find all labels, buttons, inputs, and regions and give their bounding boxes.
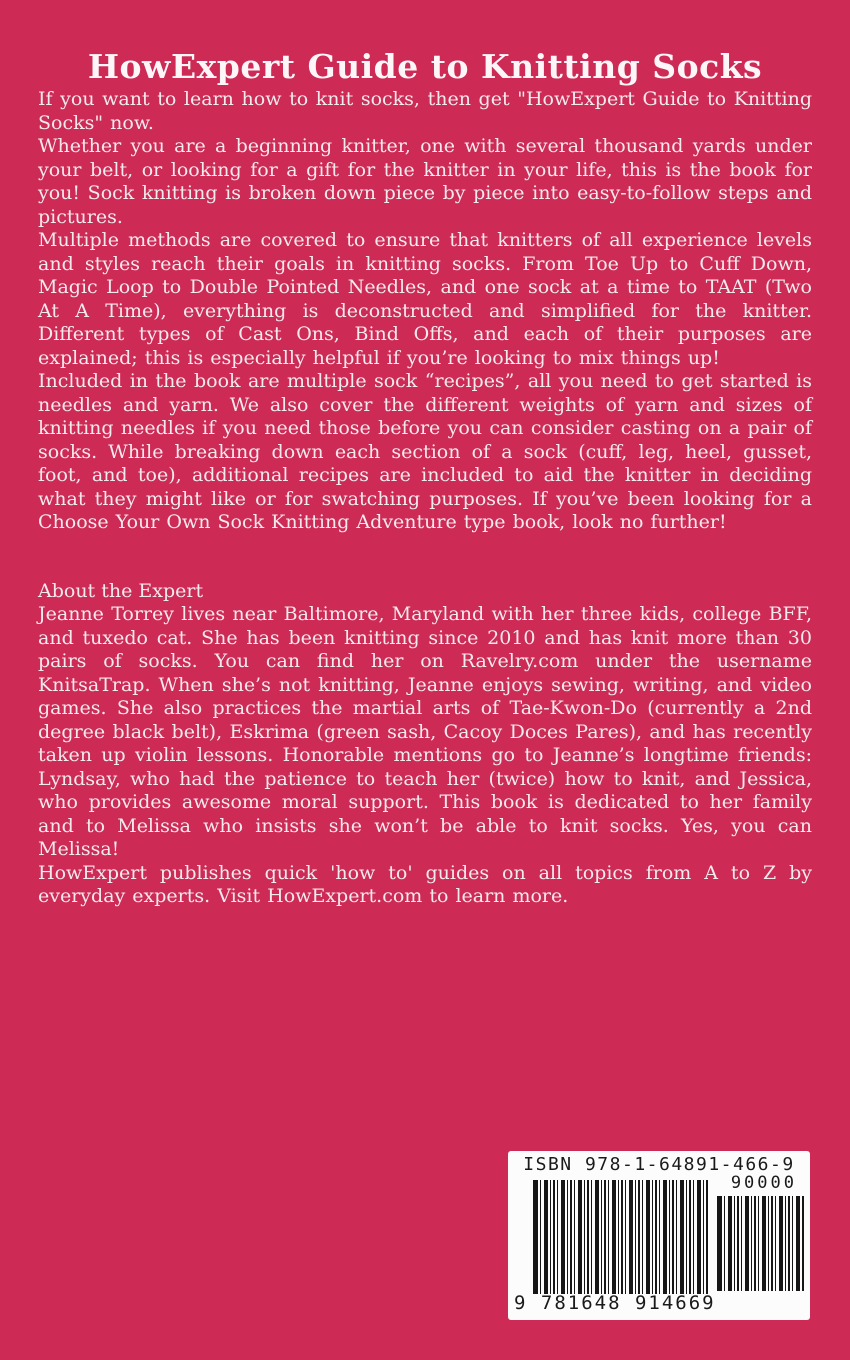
audience-paragraph: Whether you are a beginning knitter, one with several thousand yards under your belt, or looking for a gift for the knitter in your life, this is the book for you! Sock knitting is broken down piece by piece into easy-to-follow steps and pictures. — [38, 135, 812, 228]
isbn-label: ISBN 978-1-64891-466-9 — [523, 1154, 795, 1175]
barcode-box — [508, 1151, 810, 1320]
price-addon-code: 90000 — [730, 1173, 797, 1193]
recipes-paragraph: Included in the book are multiple sock “recipes”, all you need to get started is needles and yarn. We also cover the different weights of yarn and sizes of knitting needles if you need those before you can consider casting on a pair of socks. While breaking down each section of a sock (cuff, leg, heel, gusset, foot, and toe), additional recipes are included to aid the knitter in deciding what they might like or for swatching purposes. If you’ve been looking for a Choose Your Own Sock Knitting Adventure type book, look no further! — [38, 370, 812, 533]
about-heading: About the Expert — [38, 579, 204, 602]
about-body: Jeanne Torrey lives near Baltimore, Maryland with her three kids, college BFF, and tuxedo cat. She has been knitting since 2010 and has knit more than 30 pairs of socks. You can find her on Ravelry.com under the username KnitsaTrap. When she’s not knitting, Jeanne enjoys sewing, writing, and video games. She also practices the martial arts of Tae-Kwon-Do (currently a 2nd degree black belt), Eskrima (green sash, Cacoy Doces Pares), and has recently taken up violin lessons. Honorable mentions go to Jeanne’s longtime friends: Lyndsay, who had the patience to teach her (twice) how to knit, and Jessica, who provides awesome moral support. This book is dedicated to her family and to Melissa who insists she won’t be able to knit socks. Yes, you can Melissa! — [38, 603, 812, 860]
methods-paragraph: Multiple methods are covered to ensure that knitters of all experience levels and styles reach their goals in knitting socks. From Toe Up to Cuff Down, Magic Loop to Double Pointed Needles, and one sock at a time to TAAT (Two At A Time), everything is deconstructed and simplified for the knitter. Different types of Cast Ons, Bind Offs, and each of their purposes are explained; this is especially helpful if you’re looking to mix things up! — [38, 229, 812, 369]
ean13-barcode — [533, 1180, 708, 1294]
intro-paragraph: If you want to learn how to knit socks, then get "HowExpert Guide to Knitting Socks" now. — [38, 88, 812, 134]
publisher-note: HowExpert publishes quick 'how to' guides on all topics from A to Z by everyday experts. Visit HowExpert.com to learn more. — [38, 861, 812, 907]
about-the-expert-section — [38, 580, 812, 862]
price-addon-barcode — [717, 1196, 804, 1291]
book-title: HowExpert Guide to Knitting Socks — [87, 47, 763, 86]
ean13-digits: 9 781648 914669 — [514, 1292, 716, 1314]
